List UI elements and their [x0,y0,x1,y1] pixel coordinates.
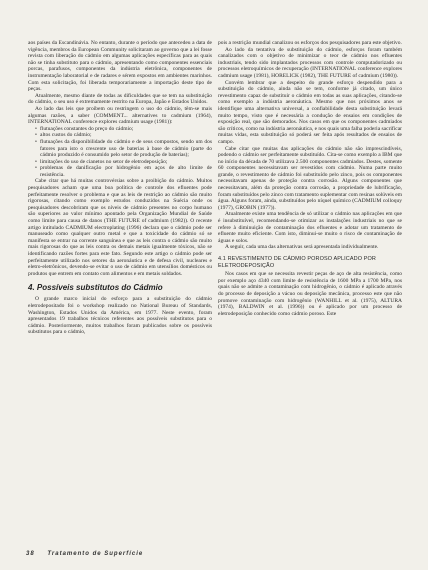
list-item: • problemas de danificação por hidrogênio em aços de alto limite de resistência. [35,165,212,178]
page-footer [26,551,143,557]
page-number: 38 [26,551,35,557]
paragraph: Nos casos em que se necessita revestir peças de aço de alta resistência, como por exemplo aço 4340 com limite de resistência de 1600 MPa a 1700 MPa, nos quais não se admite a contaminação com hidrogênio, o cádmio é aplicado através do processo de deposição a vácuo ou deposição mecânica, processo este que não promove contaminação com hidrogênio (WANHILL et al. (1975), ALTURA (1974), BALDWIN et al. (1996)) ou é aplicado por um processo de eletrodeposição conhecido como cádmio poroso. Este [218,271,402,317]
paragraph: A seguir, cada uma das alternativas será apresentada individualmente. [225,244,379,251]
paragraph: Cabe citar que há muitas controvérsias sobre a proibição do cádmio. Muitos pesquisadores acham que uma boa política de controle dos efluentes pode perfeitamente resolver o problema e que as leis de restrição ao cádmio são muito rigorosas, citando como exemplo estudos conduzidos na Suécia onde os pesquisadores descobriram que os níveis de cádmio presentes no corpo humano são superiores ao valor mínimo apontado pela Organização Mundial de Saúde como limite para causa de danos (THE FUTURE of cadmium (1982)). O recente artigo intitulado CADMIUM electroplating (1996) declara que o cádmio pode ser manuseado como qualquer outro metal e que a toxicidade do cádmio só se manifesta se entrar na corrente sanguínea e que as leis contra o cádmio são muito mais rigorosas do que as leis contra os demais metais igualmente tóxicos, não se identificando razões fortes para este fato. Segundo este artigo o cádmio pode ser perfeitamente utilizado nos setores da aeronáutica e de defesa civil, nucleares e eletro-eletrônicos, devendo-se evitar o uso de cádmio em utensílios domésticos ou produtos que entrem em contato com alimentos e em metais soldados. [28,178,212,277]
right-column [218,40,402,317]
paragraph: pois a restrição mundial canalizou os esforços dos pesquisadores para este objetivo. [218,40,402,46]
paragraph: O grande marco inicial do esforço para a substituição do cádmio eletrodepositado foi o workshop realizado no National Bureau of Standards, Washington, Estados Unidos da América, em 1977. Neste evento, foram apresentados 19 trabalhos técnicos referentes aos possíveis substitutos para o cádmio. Posteriormente, muitos trabalhos foram publicados sobre os possíveis substitutos para o cádmio, [28,296,212,336]
list-item: • flutuações constantes do preço do cádmio; [35,126,212,133]
list-item: • limitações do uso de cianetos no setor de eletrodeposição; [35,159,212,166]
paragraph: Atualmente, mesmo diante de todas as dificuldades que se tem na substituição do cádmio, o seu uso é extremamente restrito na Europa, Japão e Estados Unidos. [28,92,212,106]
paragraph: Atualmente existe uma tendência de só utilizar o cádmio nas aplicações em que é insubstituível, recomendando-se otimizar as instalações industriais no que se refere à diminuição de contaminação dos efluentes e adotar um tratamento de efluente muito eficiente. Com isto, diminui-se muito o risco de contaminação de águas e solos. [218,211,402,244]
list-item: • flutuações da disponibilidade do cádmio e de seus compostos, sendo um dos fatores para isto o crescente uso de baterias à base de cádmio (parte do cádmio produzido é consumido pelo setor de produção de baterias); [35,139,212,159]
paragraph: Ao lado da tentativa de substituição do cádmio, esforços foram também canalizados com o objetivo de minimizar o teor de cádmio nos efluentes industriais, tendo sido implantados processos com controle computadorizado ou processos eletroquímicos de recuperação (INTERNATIONAL conference explores cadmium usage (1981), HORELICK (1982), THE FUTURE of cadmium (1980)). [218,46,402,79]
paragraph: Convém lembrar que a despeito do grande esforço despendido para a substituição do cádmio, ainda não se tem, conforme já citado, um único revestimento capaz de substituir o cádmio em todas as suas aplicações, citando-se como exemplo a indústria aeronáutica. Mesmo que nos próximos anos se identifique uma alternativa universal, a confiabilidade desta substituição levará muito tempo, visto que é necessária a condução de ensaios em condições de exposição real, que são demorados. Nos casos em que os componentes cadmiados são críticos, como na indústria aeronáutica, e nos quais uma falha poderia sacrificar muitas vidas, esta substituição só poderá ser feita após resultados de ensaios de campo. [218,79,402,145]
list-item: • altos custos do cádmio; [35,132,212,139]
journal-name: Tratamento de Superfície [47,551,144,557]
section-heading: 4. Possíveis substitutos do Cádmio [28,283,163,293]
reasons-list [28,126,212,179]
paragraph: aos países da Escandinávia. No entanto, durante o período que antecedeu a data de vigência, membros da European Community solicitaram ao governo que a lei fosse revista com liberação do cádmio em algumas aplicações específicas para as quais não se tinha substituto para o cádmio, apresentando como componentes essenciais porcas, parafusos, componentes da indústria eletrônica, componentes de instrumentação laboratorial e de radares e sérem expostos em ambientes marinhos. Com esta solicitação, foi liberada temporariamente a importação deste tipo de peças. [28,40,212,93]
subsection-heading: 4.1 REVESTIMENTO DE CÁDMIO POROSO APLICADO POR ELETRODEPOSIÇÃO [218,256,376,269]
paragraph: Cabe citar que muitas das aplicações do cádmio não são imprescindíveis, podendo o cádmio ser perfeitamente substituído. Cita-se como exemplo a IBM que no início da década de 70 utilizava 2.500 componentes cadmiados. Destes, somente 60 componentes necessitavam ser revestidos com cádmio. Numa parte muito grande, o revestimento de cádmio foi substituído pelo zinco, pois os componentes necessitavam apenas de proteção contra corrosão. Alguns componentes que necessitavam, além da proteção contra corrosão, a propriedade de lubrificação, foram substituídos pelo zinco com tratamento suplementar com resinas solúveis em água. Alguns foram, ainda, substituídos pelo níquel químico (CADMIUM colloquy (1977), GROBIN (1977)). [218,145,402,211]
left-column [28,40,212,336]
paragraph: Ao lado das leis que proíbem ou restringem o uso do cádmio, têm-se mais algumas razões, a saber (COMMENT... alternatives to cadmium (1964), INTERNATIONAL conference explores cadmium usage (1981)): [28,105,212,126]
